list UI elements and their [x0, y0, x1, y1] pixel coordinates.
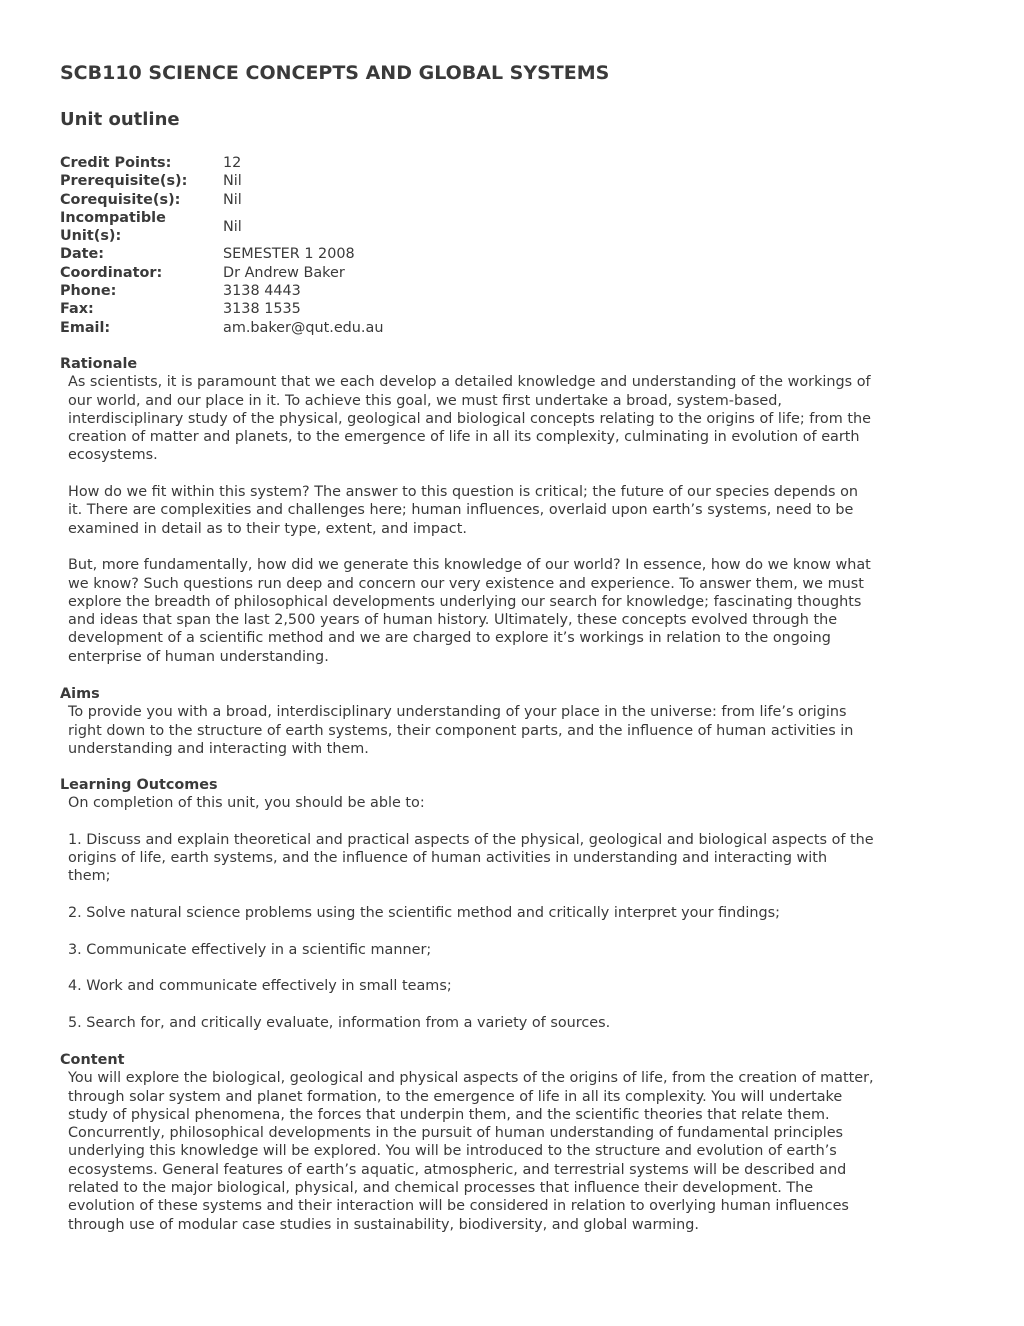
learning-outcomes-section: [60, 776, 880, 1032]
section-heading: Learning Outcomes: [60, 777, 218, 793]
section-heading: Content: [60, 1052, 125, 1068]
list-item: 3. Communicate effectively in a scientific manner;: [68, 941, 432, 958]
list-item: 1. Discuss and explain theoretical and practical aspects of the physical, geological and biological aspects of the origins of life, earth systems, and the influence of human activities in understanding and interacting with them;: [68, 831, 874, 885]
detail-row-credit-points: [60, 154, 560, 172]
detail-label: Corequisite(s):: [60, 191, 181, 208]
unit-details-table: [60, 154, 560, 337]
paragraph: To provide you with a broad, interdisciplinary understanding of your place in the universe: from life’s origins right down to the structure of earth systems, their component parts, and the influence of human activities in understanding and interacting with them.: [68, 704, 854, 757]
detail-value: Nil: [223, 173, 242, 190]
detail-row-phone: [60, 282, 560, 300]
section-heading: Aims: [60, 686, 100, 702]
detail-row-fax: [60, 300, 560, 318]
detail-label: Prerequisite(s):: [60, 173, 188, 190]
content-section: [60, 1051, 880, 1234]
detail-value: 3138 4443: [223, 283, 301, 300]
detail-value: Dr Andrew Baker: [223, 264, 345, 281]
detail-label: Phone:: [60, 283, 117, 300]
detail-label: Email:: [60, 319, 111, 336]
list-item: 4. Work and communicate effectively in small teams;: [68, 978, 452, 995]
detail-label: Incompatible Unit(s):: [60, 209, 166, 245]
detail-label: Credit Points:: [60, 155, 172, 171]
paragraph: But, more fundamentally, how did we generate this knowledge of our world? In essence, how do we know what we know? Such questions run deep and concern our very existence and experience. To answer them, we must explore the breadth of philosophical developments underlying our search for knowledge; fascinating thoughts and ideas that span the last 2,500 years of human history. Ultimately, these concepts evolved through the development of a scientific method and we are charged to explore it’s workings in relation to the ongoing enterprise of human understanding.: [68, 557, 871, 665]
page-title: SCB110 SCIENCE CONCEPTS AND GLOBAL SYSTEMS: [60, 62, 610, 84]
detail-value: Nil: [223, 219, 242, 236]
list-item: 2. Solve natural science problems using the scientific method and critically interpret your findings;: [68, 905, 781, 922]
detail-value: am.baker@qut.edu.au: [223, 319, 384, 336]
detail-row-date: [60, 245, 560, 263]
detail-row-email: [60, 319, 560, 337]
paragraph: How do we fit within this system? The answer to this question is critical; the future of our species depends on it. There are complexities and challenges here; human influences, overlaid upon earth’s systems, need to be examined in detail as to their type, extent, and impact.: [68, 484, 859, 537]
detail-value: 12: [223, 155, 242, 171]
detail-row-incompatible-units: [60, 209, 560, 246]
page-subtitle: Unit outline: [60, 109, 180, 130]
detail-label: Date:: [60, 246, 105, 263]
detail-row-prerequisites: [60, 172, 560, 190]
detail-label: Fax:: [60, 301, 94, 318]
detail-row-corequisites: [60, 191, 560, 209]
detail-value: SEMESTER 1 2008: [223, 246, 355, 263]
list-item: 5. Search for, and critically evaluate, information from a variety of sources.: [68, 1014, 611, 1031]
paragraph: As scientists, it is paramount that we each develop a detailed knowledge and understanding of the workings of our world, and our place in it. To achieve this goal, we must first undertake a broad, system-based, interdisciplinary study of the physical, geological and biological concepts relating to the origins of life; from the creation of matter and planets, to the emergence of life in all its complexity, culminating in evolution of earth ecosystems.: [68, 374, 871, 464]
section-heading: Rationale: [60, 356, 138, 372]
rationale-section: [60, 355, 880, 666]
aims-section: [60, 685, 880, 758]
paragraph: You will explore the biological, geological and physical aspects of the origins of life, from the creation of matter, through solar system and planet formation, to the emergence of life in all its complexity. You will undertake study of physical phenomena, the forces that underpin them, and the scientific theories that relate them. Concurrently, philosophical developments in the pursuit of human understanding of fundamental principles underlying this knowledge will be explored. You will be introduced to the structure and evolution of earth’s ecosystems. General features of earth’s aquatic, atmospheric, and terrestrial systems will be described and related to the major biological, physical, and chemical processes that influence their development. The evolution of these systems and their interaction will be considered in relation to overlying human influences through use of modular case studies in sustainability, biodiversity, and global warming.: [68, 1070, 874, 1233]
detail-row-coordinator: [60, 264, 560, 282]
paragraph: On completion of this unit, you should be able to:: [68, 795, 425, 812]
detail-label: Coordinator:: [60, 264, 163, 281]
detail-value: 3138 1535: [223, 301, 301, 318]
detail-value: Nil: [223, 191, 242, 208]
